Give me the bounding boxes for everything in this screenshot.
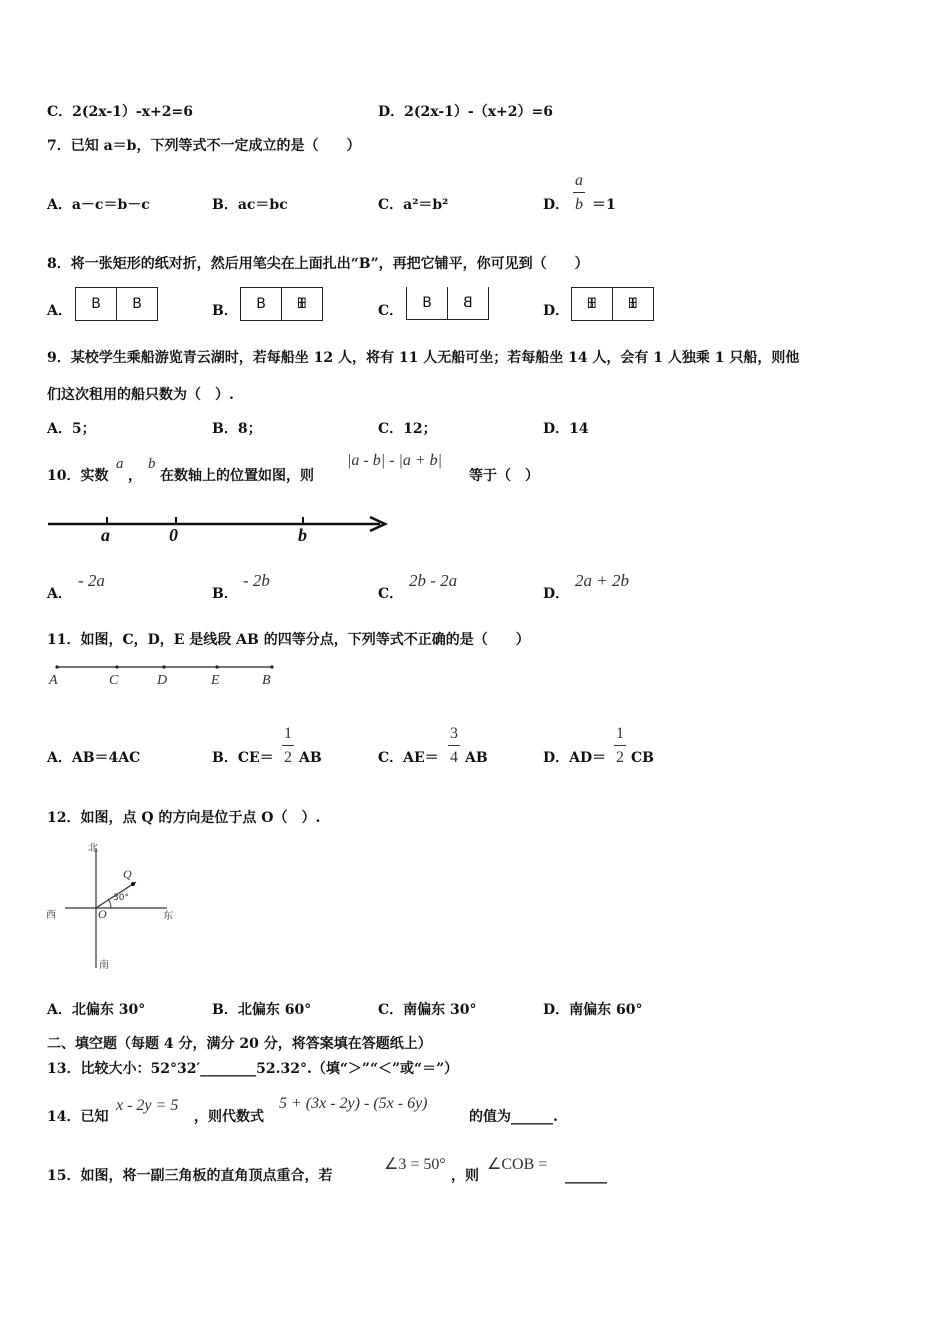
fraction-numerator: 3 xyxy=(450,725,458,742)
q12-stem: 12．如图，点 Q 的方向是位于点 O（ ）. xyxy=(47,810,321,826)
q11-option-d-fraction xyxy=(614,725,626,766)
q7-stem: 7．已知 a＝b，下列等式不一定成立的是（ ） xyxy=(47,138,361,154)
q15-answer-blank: ______ xyxy=(565,1168,607,1184)
q8-option-b: B． xyxy=(212,303,238,319)
q10-option-a-label: A． xyxy=(47,586,72,602)
q9-stem-line2: 们这次租用的船只数为（ ）. xyxy=(47,387,234,403)
q7-option-d-fraction xyxy=(573,172,585,213)
q12-option-a: A．北偏东 30° xyxy=(47,1002,146,1018)
q10-option-b: - 2b xyxy=(243,571,270,590)
q8-stem: 8．将一张矩形的纸对折，然后用笔尖在上面扎出“B”，再把它铺平，你可见到（ ） xyxy=(47,256,589,272)
q10-option-d-label: D． xyxy=(543,586,570,602)
point-e-dot xyxy=(215,665,218,668)
q12-compass-figure xyxy=(45,838,185,973)
fraction-bar xyxy=(448,745,460,746)
q9-option-c: C．12； xyxy=(378,421,437,437)
point-b-dot xyxy=(270,665,273,668)
paper-half-right: B xyxy=(116,288,157,320)
q10-option-b-label: B． xyxy=(212,586,238,602)
fraction-denominator: 2 xyxy=(616,749,624,766)
point-c-dot xyxy=(115,665,118,668)
fraction-numerator: 1 xyxy=(616,725,624,742)
q10-var-a: a xyxy=(116,456,124,472)
fraction-bar xyxy=(614,745,626,746)
paper-half-left: B xyxy=(91,296,101,312)
axis-label-b: b xyxy=(298,525,307,545)
q10-expression: |a - b| - |a + b| xyxy=(347,452,443,469)
q10-stem-b: 在数轴上的位置如图，则 xyxy=(160,468,314,484)
q7-option-d-label: D． xyxy=(543,197,570,213)
q6-option-c: C．2(2x-1）-x+2=6 xyxy=(47,104,194,120)
q10-option-c: 2b - 2a xyxy=(409,571,458,590)
axis-label-0: 0 xyxy=(169,525,178,545)
q11-option-b-tail: AB xyxy=(299,750,322,766)
q8-option-a: A． xyxy=(47,303,72,319)
section-2-heading: 二、填空题（每题 4 分，满分 20 分，将答案填在答题纸上） xyxy=(47,1036,432,1052)
label-south: 南 xyxy=(99,960,109,971)
q8-option-b-figure xyxy=(240,287,323,321)
q15-stem-a: 15．如图，将一副三角板的直角顶点重合，若 xyxy=(47,1168,333,1184)
double-b-mark: BB xyxy=(297,296,307,312)
fraction-numerator: a xyxy=(575,172,583,189)
q14-stem-a: 14．已知 xyxy=(47,1109,109,1125)
q7-option-d-tail: ＝1 xyxy=(592,197,616,213)
q14-stem-c: 的值为______. xyxy=(469,1109,558,1125)
q9-stem-line1: 9．某校学生乘船游览青云湖时，若每船坐 12 人，将有 11 人无船可坐；若每船坐 14 人，会有 1 人独乘 1 只船，则他 xyxy=(47,350,800,366)
fraction-bar xyxy=(282,745,294,746)
q10-option-d: 2a + 2b xyxy=(575,571,629,590)
q10-option-c-label: C． xyxy=(378,586,404,602)
point-label-e: E xyxy=(211,673,220,688)
q10-option-a: - 2a xyxy=(78,571,105,590)
q7-option-b: B．ac＝bc xyxy=(212,197,288,213)
q15-expression: ∠COB = xyxy=(487,1156,548,1173)
q10-number-line xyxy=(45,510,395,550)
q11-option-c-tail: AB xyxy=(465,750,488,766)
point-label-a: A xyxy=(49,673,58,688)
q9-option-b: B．8； xyxy=(212,421,262,437)
fraction-denominator: 4 xyxy=(450,749,458,766)
point-label-d: D xyxy=(157,673,168,688)
q8-option-d: D． xyxy=(543,303,570,319)
q14-expression: 5 + (3x - 2y) - (5x - 6y) xyxy=(279,1095,428,1112)
fraction-numerator: 1 xyxy=(284,725,292,742)
q7-option-a: A．a－c＝b－c xyxy=(47,197,150,213)
q9-option-d: D．14 xyxy=(543,421,589,437)
label-north: 北 xyxy=(88,843,98,854)
label-west: 西 xyxy=(46,910,56,921)
q15-condition: ∠3 = 50° xyxy=(384,1156,446,1173)
angle-arc xyxy=(108,899,111,908)
q12-option-c: C．南偏东 30° xyxy=(378,1002,477,1018)
fraction-bar xyxy=(573,192,585,193)
q12-option-b: B．北偏东 60° xyxy=(212,1002,312,1018)
double-b-mark: BB xyxy=(587,296,597,312)
q11-option-c-fraction xyxy=(448,725,460,766)
q10-stem-c: 等于（ ） xyxy=(469,468,539,484)
q11-option-d-label: D．AD＝ xyxy=(543,750,607,766)
paper-half-left: B xyxy=(422,295,432,311)
q11-option-d-tail: CB xyxy=(631,750,654,766)
q15-stem-b: ，则 xyxy=(451,1168,479,1184)
point-d-dot xyxy=(162,665,165,668)
q9-option-a: A．5； xyxy=(47,421,96,437)
paper-half-right: B xyxy=(447,287,488,319)
q8-option-c: C． xyxy=(378,303,404,319)
label-angle-30: 30° xyxy=(113,893,129,903)
q8-option-a-figure xyxy=(75,287,158,321)
q8-option-d-figure xyxy=(571,287,654,321)
paper-half-left: B xyxy=(256,296,266,312)
q11-option-b-label: B．CE＝ xyxy=(212,750,274,766)
label-east: 东 xyxy=(163,911,173,922)
q11-option-b-fraction xyxy=(282,725,294,766)
q10-stem-a: 10．实数 xyxy=(47,468,109,484)
point-label-b: B xyxy=(262,673,271,688)
paper-half-left xyxy=(572,288,612,320)
fraction-denominator: b xyxy=(575,196,583,213)
point-a-dot xyxy=(55,665,58,668)
paper-half-right xyxy=(612,288,653,320)
double-b-mark: BB xyxy=(628,296,638,312)
q11-stem: 11．如图，C，D，E 是线段 AB 的四等分点，下列等式不正确的是（ ） xyxy=(47,632,530,648)
q11-option-c-label: C．AE＝ xyxy=(378,750,439,766)
q7-option-c: C．a²＝b² xyxy=(378,197,449,213)
q12-option-d: D．南偏东 60° xyxy=(543,1002,643,1018)
fraction-denominator: 2 xyxy=(284,749,292,766)
point-label-c: C xyxy=(109,673,119,688)
q10-comma: ， xyxy=(128,468,142,484)
q8-option-c-figure xyxy=(406,287,489,320)
q11-option-a: A．AB＝4AC xyxy=(47,750,141,766)
paper-half-right xyxy=(281,288,322,320)
point-q-dot xyxy=(131,882,135,886)
label-point-o: O xyxy=(98,907,107,921)
axis-label-a: a xyxy=(101,525,110,545)
q6-option-d: D．2(2x-1）-（x+2）=6 xyxy=(378,104,553,120)
q13-stem: 13．比较大小：52°32′________52.32°.（填“＞”“＜”或“＝”） xyxy=(47,1061,459,1077)
q14-condition: x - 2y = 5 xyxy=(116,1097,179,1114)
label-point-q: Q xyxy=(123,867,132,881)
q14-stem-b: ，则代数式 xyxy=(194,1109,264,1125)
q10-var-b: b xyxy=(148,456,156,472)
